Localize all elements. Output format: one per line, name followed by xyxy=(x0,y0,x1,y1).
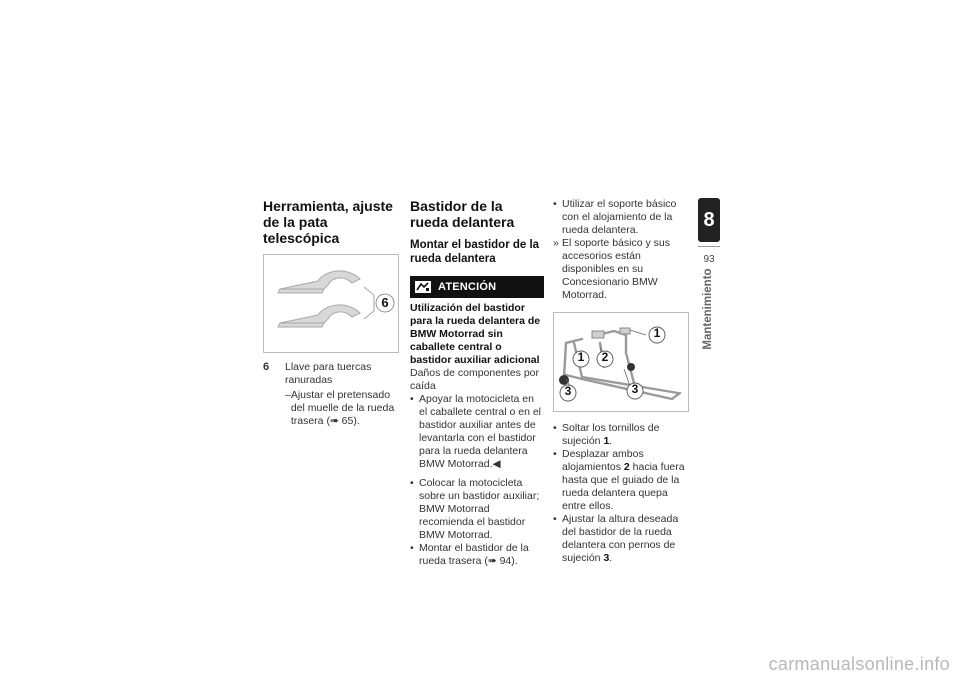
bullet-mark: • xyxy=(410,477,414,489)
figure-spanner xyxy=(263,254,399,353)
legend-item xyxy=(263,361,399,428)
part-number: 3 xyxy=(603,552,610,564)
section-title-tool: Herramienta, ajuste de la pata telescópica xyxy=(263,198,393,246)
chapter-tab: 8 xyxy=(698,198,720,242)
page-reference-link[interactable]: (➠ 65). xyxy=(326,415,360,427)
list-item xyxy=(410,477,544,542)
bullet-mark: • xyxy=(410,393,414,405)
bullet-mark: • xyxy=(410,542,414,554)
legend-sub-item xyxy=(285,389,399,428)
tab-divider xyxy=(698,246,720,247)
dash-mark: – xyxy=(285,389,291,401)
legend-number: 6 xyxy=(263,361,270,373)
warning-bullet-text: Apoyar la motocicleta en el caballete central o en el bastidor auxiliar antes de levantarla con el bastidor para la rueda delantera BMW Motorrad.◀ xyxy=(419,393,541,470)
result-item xyxy=(553,237,689,302)
column-steps xyxy=(553,198,689,565)
column-front-stand xyxy=(410,198,544,568)
figure-callout-6: 6 xyxy=(381,295,389,310)
warning-consequence: Daños de componentes por caída xyxy=(410,367,539,392)
list-item xyxy=(553,513,689,565)
list-item-text: Ajustar la altura deseada del bastidor de la rueda delantera con pernos de sujeción 3. xyxy=(562,513,679,564)
list-item-text: Utilizar el soporte básico con el alojamiento de la rueda delantera. xyxy=(562,198,677,236)
list-item xyxy=(553,198,689,237)
result-mark: » xyxy=(553,237,559,249)
list-item-text: Desplazar ambos alojamientos 2 hacia fuera hasta que el guiado de la rueda delantera quepa entre ellos. xyxy=(562,448,685,512)
side-section-title: Mantenimiento xyxy=(702,268,714,350)
page-number: 93 xyxy=(703,254,715,265)
part-number: 1 xyxy=(603,435,610,447)
figure-callout-3: 3 xyxy=(631,382,639,396)
part-number: 2 xyxy=(623,461,630,473)
list-item-text: Montar el bastidor de la rueda trasera (➠ 94). xyxy=(419,542,529,567)
end-mark-icon: ◀ xyxy=(492,458,501,470)
watermark: carmanualsonline.info xyxy=(768,654,950,674)
warning-label: ATENCIÓN xyxy=(438,280,497,293)
warning-heading: Utilización del bastidor para la rueda delantera de BMW Motorrad sin caballete central o bastidor auxiliar adicional xyxy=(410,302,541,366)
bullet-mark: • xyxy=(553,448,557,460)
list-item-text: Colocar la motocicleta sobre un bastidor auxiliar; BMW Motorrad recomienda el bastidor BMW Motorrad. xyxy=(419,477,540,541)
column-tool xyxy=(263,198,399,428)
legend-text xyxy=(285,361,399,428)
figure-callout-3: 3 xyxy=(564,384,572,398)
list-item xyxy=(553,422,689,448)
attention-icon xyxy=(414,280,432,294)
legend-sub-text: Ajustar el pretensado del muelle de la rueda trasera (➠ 65). xyxy=(290,389,395,427)
warning-bullet xyxy=(410,393,544,471)
bullet-mark: • xyxy=(553,422,557,434)
result-item-text: El soporte básico y sus accesorios están disponibles en su Concesionario BMW Motorrad. xyxy=(562,237,670,301)
section-title-front-stand: Bastidor de la rueda delantera xyxy=(410,198,515,230)
figure-callout-2: 2 xyxy=(601,350,609,364)
list-item xyxy=(553,448,689,513)
figure-callout-1: 1 xyxy=(577,350,585,364)
legend-description: Llave para tuercas ranuradas xyxy=(285,361,372,386)
bullet-mark: • xyxy=(553,513,557,525)
subsection-title: Montar el bastidor de la rueda delantera xyxy=(410,239,540,265)
figure-callout-1: 1 xyxy=(653,326,661,340)
list-item-text: Soltar los tornillos de sujeción 1. xyxy=(562,422,660,447)
bullet-mark: • xyxy=(553,198,557,210)
figure-front-stand xyxy=(553,312,689,412)
list-item xyxy=(410,542,544,568)
warning-bar xyxy=(410,276,544,298)
